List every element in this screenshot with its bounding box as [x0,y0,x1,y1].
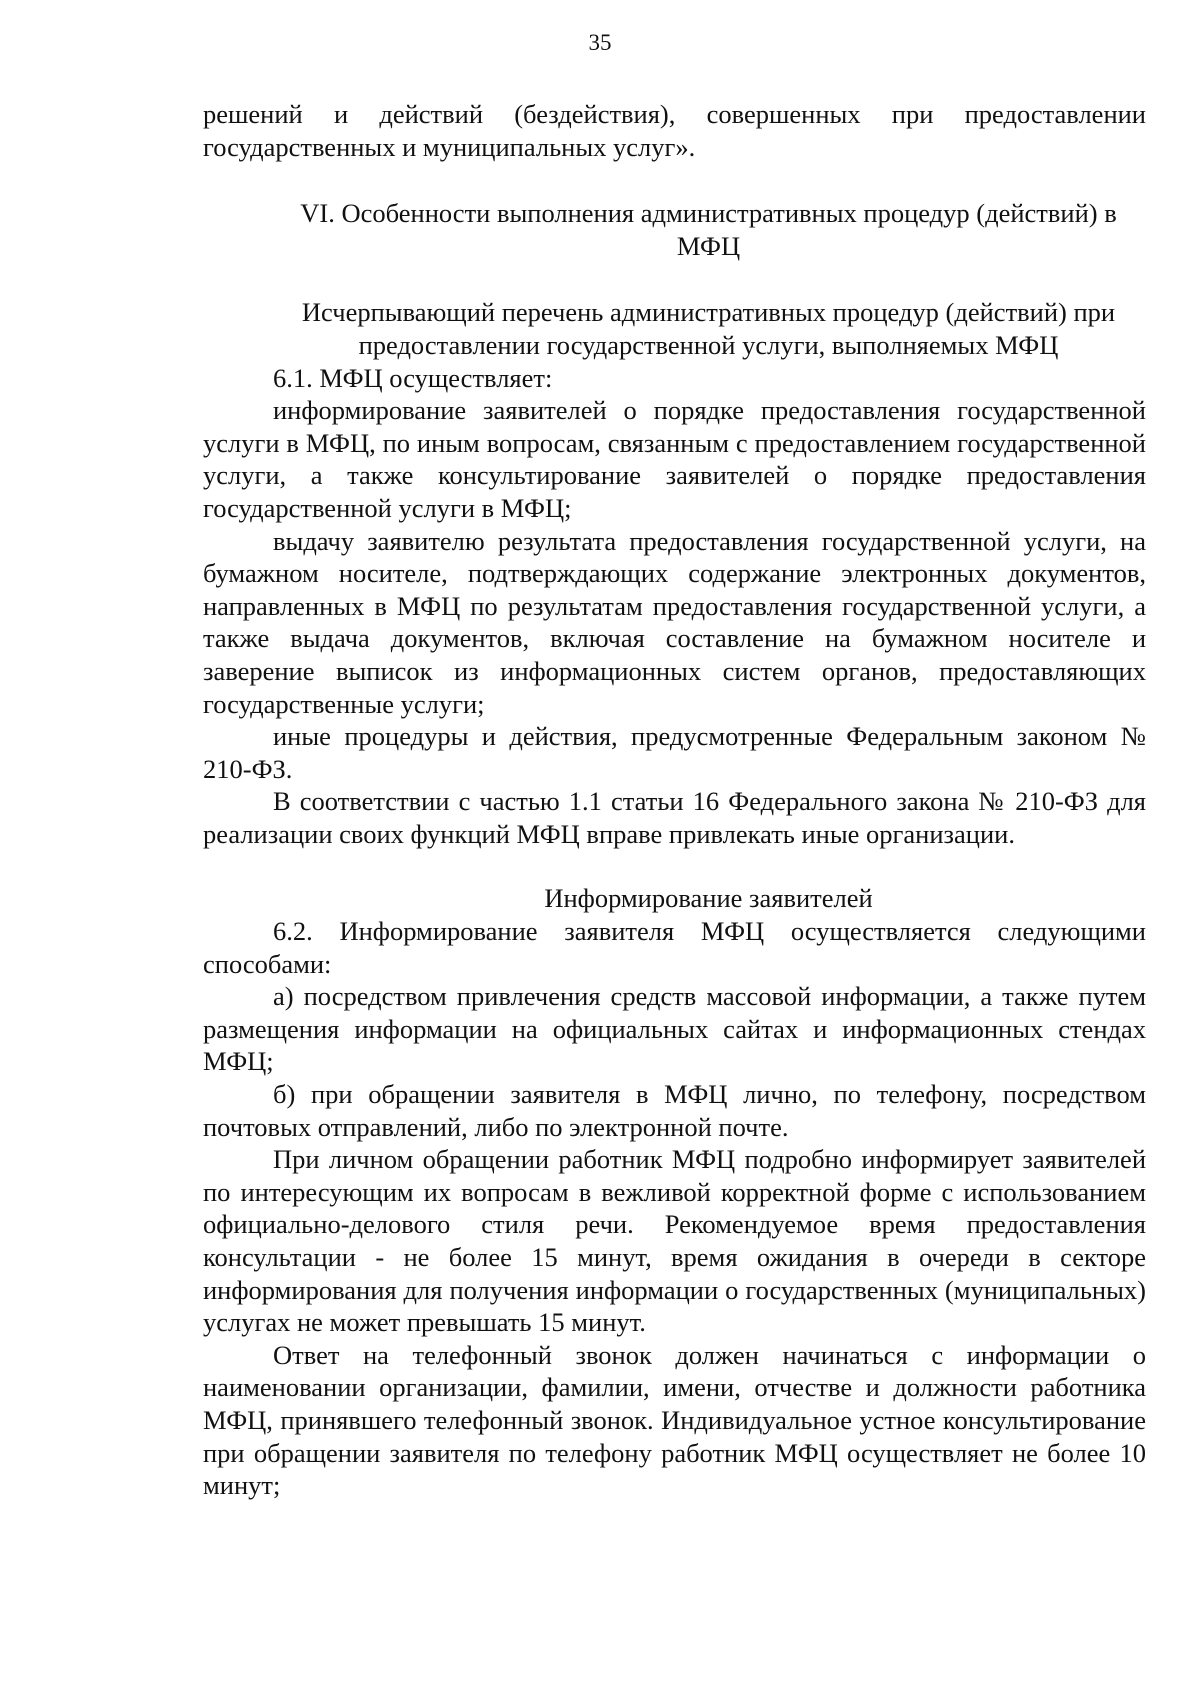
page-number: 35 [588,30,612,55]
document-body [203,98,1146,1502]
paragraph-6-1-lead: 6.1. МФЦ осуществляет: [273,362,553,393]
paragraph-6-1-item: В соответствии с частью 1.1 статьи 16 Федерального закона № 210-ФЗ для реализации своих функций МФЦ вправе привлекать иные организации. [203,786,1146,849]
paragraph-6-2-item: Ответ на телефонный звонок должен начинаться с информации о наименовании организации, фамилии, имени, отчестве и должности работника МФЦ, принявшего телефонный звонок. Индивидуальное устное консультирование при обращении заявителя по телефону работник МФЦ осуществляет не более 10 минут; [203,1339,1146,1501]
paragraph-6-2-item: б) при обращении заявителя в МФЦ лично, по телефону, посредством почтовых отправлений, либо по электронной почте. [203,1079,1146,1142]
paragraph-6-2: 6.2. Информирование заявителя МФЦ осуществляется следующими способами: [203,916,1146,979]
paragraph-6-2-item: При личном обращении работник МФЦ подробно информирует заявителей по интересующим их вопросам в вежливой корректной форме с использованием официально-делового стиля речи. Рекомендуемое время предоставления консультации - не более 15 минут, время ожидания в очереди в секторе информирования для получения информации о государственных (муниципальных) услугах не может превышать 15 минут. [203,1144,1146,1338]
subsection-heading: Исчерпывающий перечень административных процедур (действий) при предоставлении государственной услуги, выполняемых МФЦ [301,297,1116,360]
paragraph-continuation: решений и действий (бездействия), совершенных при предоставлении государственных и муниципальных услуг». [203,99,1146,162]
paragraph-6-2-item: а) посредством привлечения средств массовой информации, а также путем размещения информации на официальных сайтах и информационных стендах МФЦ; [203,981,1146,1077]
paragraph-6-1-item: иные процедуры и действия, предусмотренные Федеральным законом № 210-ФЗ. [203,721,1146,784]
info-section-heading: Информирование заявителей [544,883,873,914]
section-heading: VI. Особенности выполнения административных процедур (действий) в МФЦ [300,198,1117,261]
paragraph-6-1-item: информирование заявителей о порядке предоставления государственной услуги в МФЦ, по иным вопросам, связанным с предоставлением государственной услуги, а также консультирование заявителей о порядке предоставления государственной услуги в МФЦ; [203,395,1146,523]
paragraph-6-1-item: выдачу заявителю результата предоставления государственной услуги, на бумажном носителе, подтверждающих содержание электронных документов, направленных в МФЦ по результатам предоставления государственной услуги, а также выдача документов, включая составление на бумажном носителе и заверение выписок из информационных систем органов, предоставляющих государственные услуги; [203,525,1146,719]
